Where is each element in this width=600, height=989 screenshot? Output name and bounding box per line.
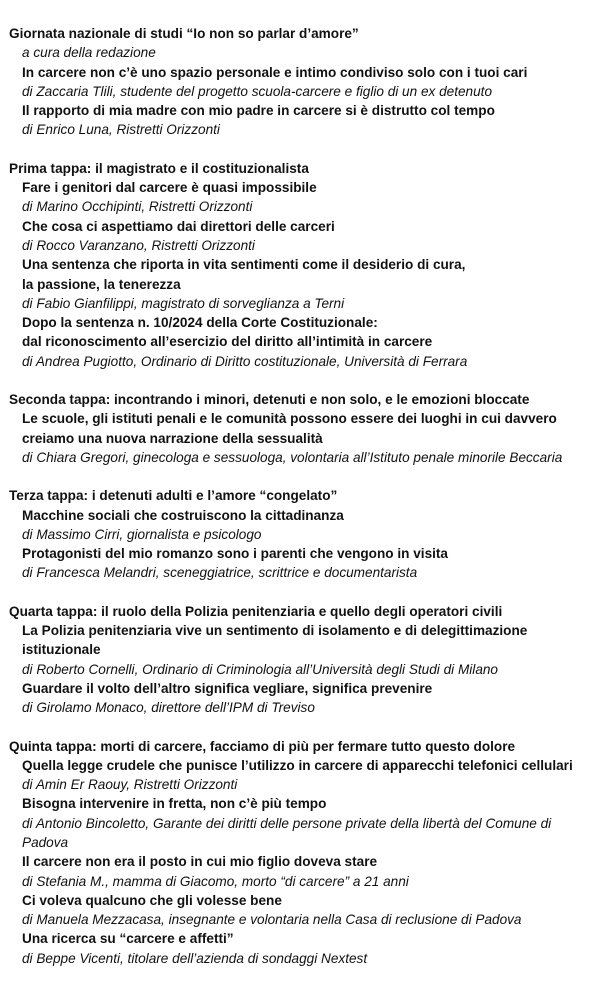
article-title: creiamo una nuova narrazione della sessualità [22, 430, 323, 446]
article-entry[interactable] [9, 217, 592, 256]
article-author: di Massimo Cirri, giornalista e psicologo [22, 526, 262, 542]
article-entry[interactable] [9, 255, 592, 313]
article-author: di Chiara Gregori, ginecologa e sessuologa, volontaria all’Istituto penale minorile Beccaria [22, 449, 563, 465]
article-title: Che cosa ci aspettiamo dai direttori delle carceri [22, 218, 335, 234]
article-author: di Rocco Varanzano, Ristretti Orizzonti [22, 237, 255, 253]
article-entry[interactable] [9, 63, 592, 102]
article-entry[interactable] [9, 409, 592, 467]
section-title: Prima tappa: il magistrato e il costituzionalista [9, 160, 309, 176]
article-author: di Girolamo Monaco, direttore dell’IPM di Treviso [22, 700, 315, 716]
article-title: Macchine sociali che costruiscono la cittadinanza [22, 507, 344, 523]
article-author: di Marino Occhipinti, Ristretti Orizzonti [22, 199, 253, 215]
article-author: Padova [22, 834, 69, 850]
article-title: In carcere non c’è uno spazio personale e intimo condiviso solo con i tuoi cari [22, 64, 528, 80]
article-author: di Beppe Vicenti, titolare dell’azienda di sondaggi Nextest [22, 950, 368, 966]
article-entry[interactable] [9, 621, 592, 679]
article-author: di Roberto Cornelli, Ordinario di Criminologia all’Università degli Studi di Milano [22, 661, 498, 677]
section-title: Quinta tappa: morti di carcere, facciamo di più per fermare tutto questo dolore [9, 738, 516, 754]
article-title: Bisogna intervenire in fretta, non c’è più tempo [22, 796, 327, 812]
article-title: Protagonisti del mio romanzo sono i parenti che vengono in visita [22, 546, 448, 562]
article-entry[interactable] [9, 679, 592, 718]
section-title: Quarta tappa: il ruolo della Polizia penitenziaria e quello degli operatori civili [9, 603, 503, 619]
article-title: Il carcere non era il posto in cui mio figlio doveva stare [22, 854, 378, 870]
article-title: Guardare il volto dell’altro significa vegliare, significa prevenire [22, 680, 433, 696]
section-title: Seconda tappa: incontrando i minori, detenuti e non solo, e le emozioni bloccate [9, 392, 530, 408]
article-entry[interactable] [9, 101, 592, 140]
article-entry[interactable] [9, 891, 592, 930]
article-author: di Andrea Pugiotto, Ordinario di Diritto costituzionale, Università di Ferrara [22, 353, 468, 369]
article-author: di Stefania M., mamma di Giacomo, morto “di carcere” a 21 anni [22, 873, 409, 889]
article-author: di Fabio Gianfilippi, magistrato di sorveglianza a Terni [22, 295, 345, 311]
article-author: di Enrico Luna, Ristretti Orizzonti [22, 122, 220, 138]
article-entry[interactable] [9, 43, 592, 62]
section-title: Giornata nazionale di studi “Io non so parlar d’amore” [9, 26, 359, 41]
toc-section [9, 24, 592, 140]
article-title: dal riconoscimento all’esercizio del diritto all’intimità in carcere [22, 334, 433, 350]
toc-section [9, 737, 592, 969]
toc-section [9, 486, 592, 582]
section-title: Terza tappa: i detenuti adulti e l’amore “congelato” [9, 488, 338, 504]
article-title: Ci voleva qualcuno che gli volesse bene [22, 892, 282, 908]
article-title: Il rapporto di mia madre con mio padre in carcere si è distrutto col tempo [22, 103, 495, 119]
toc-section [9, 159, 592, 371]
article-entry[interactable] [9, 929, 592, 968]
article-entry[interactable] [9, 544, 592, 583]
article-entry[interactable] [9, 506, 592, 545]
article-author: di Amin Er Raouy, Ristretti Orizzonti [22, 777, 238, 793]
article-entry[interactable] [9, 794, 592, 852]
article-author: di Francesca Melandri, sceneggiatrice, scrittrice e documentarista [22, 565, 418, 581]
toc-section [9, 390, 592, 467]
article-title: Le scuole, gli istituti penali e le comunità possono essere dei luoghi in cui davvero [22, 411, 557, 427]
article-entry[interactable] [9, 313, 592, 371]
article-author: di Antonio Bincoletto, Garante dei diritti delle persone private della libertà del Comune di [22, 815, 552, 831]
article-author: di Zaccaria Tlili, studente del progetto scuola-carcere e figlio di un ex detenuto [22, 83, 492, 99]
article-title: La Polizia penitenziaria vive un sentimento di isolamento e di delegittimazione [22, 623, 528, 639]
article-author: di Manuela Mezzacasa, insegnante e volontaria nella Casa di reclusione di Padova [22, 912, 522, 928]
article-entry[interactable] [9, 178, 592, 217]
article-title: istituzionale [22, 642, 101, 658]
article-title: Una ricerca su “carcere e affetti” [22, 931, 234, 947]
article-title: Una sentenza che riporta in vita sentimenti come il desiderio di cura, [22, 257, 466, 273]
article-title: la passione, la tenerezza [22, 276, 181, 292]
toc-section [9, 602, 592, 718]
article-entry[interactable] [9, 852, 592, 891]
article-title: Quella legge crudele che punisce l’utilizzo in carcere di apparecchi telefonici cellulari [22, 757, 573, 773]
article-title: Dopo la sentenza n. 10/2024 della Corte Costituzionale: [22, 315, 378, 331]
article-title: Fare i genitori dal carcere è quasi impossibile [22, 180, 317, 196]
article-entry[interactable] [9, 756, 592, 795]
article-author: a cura della redazione [22, 45, 156, 61]
